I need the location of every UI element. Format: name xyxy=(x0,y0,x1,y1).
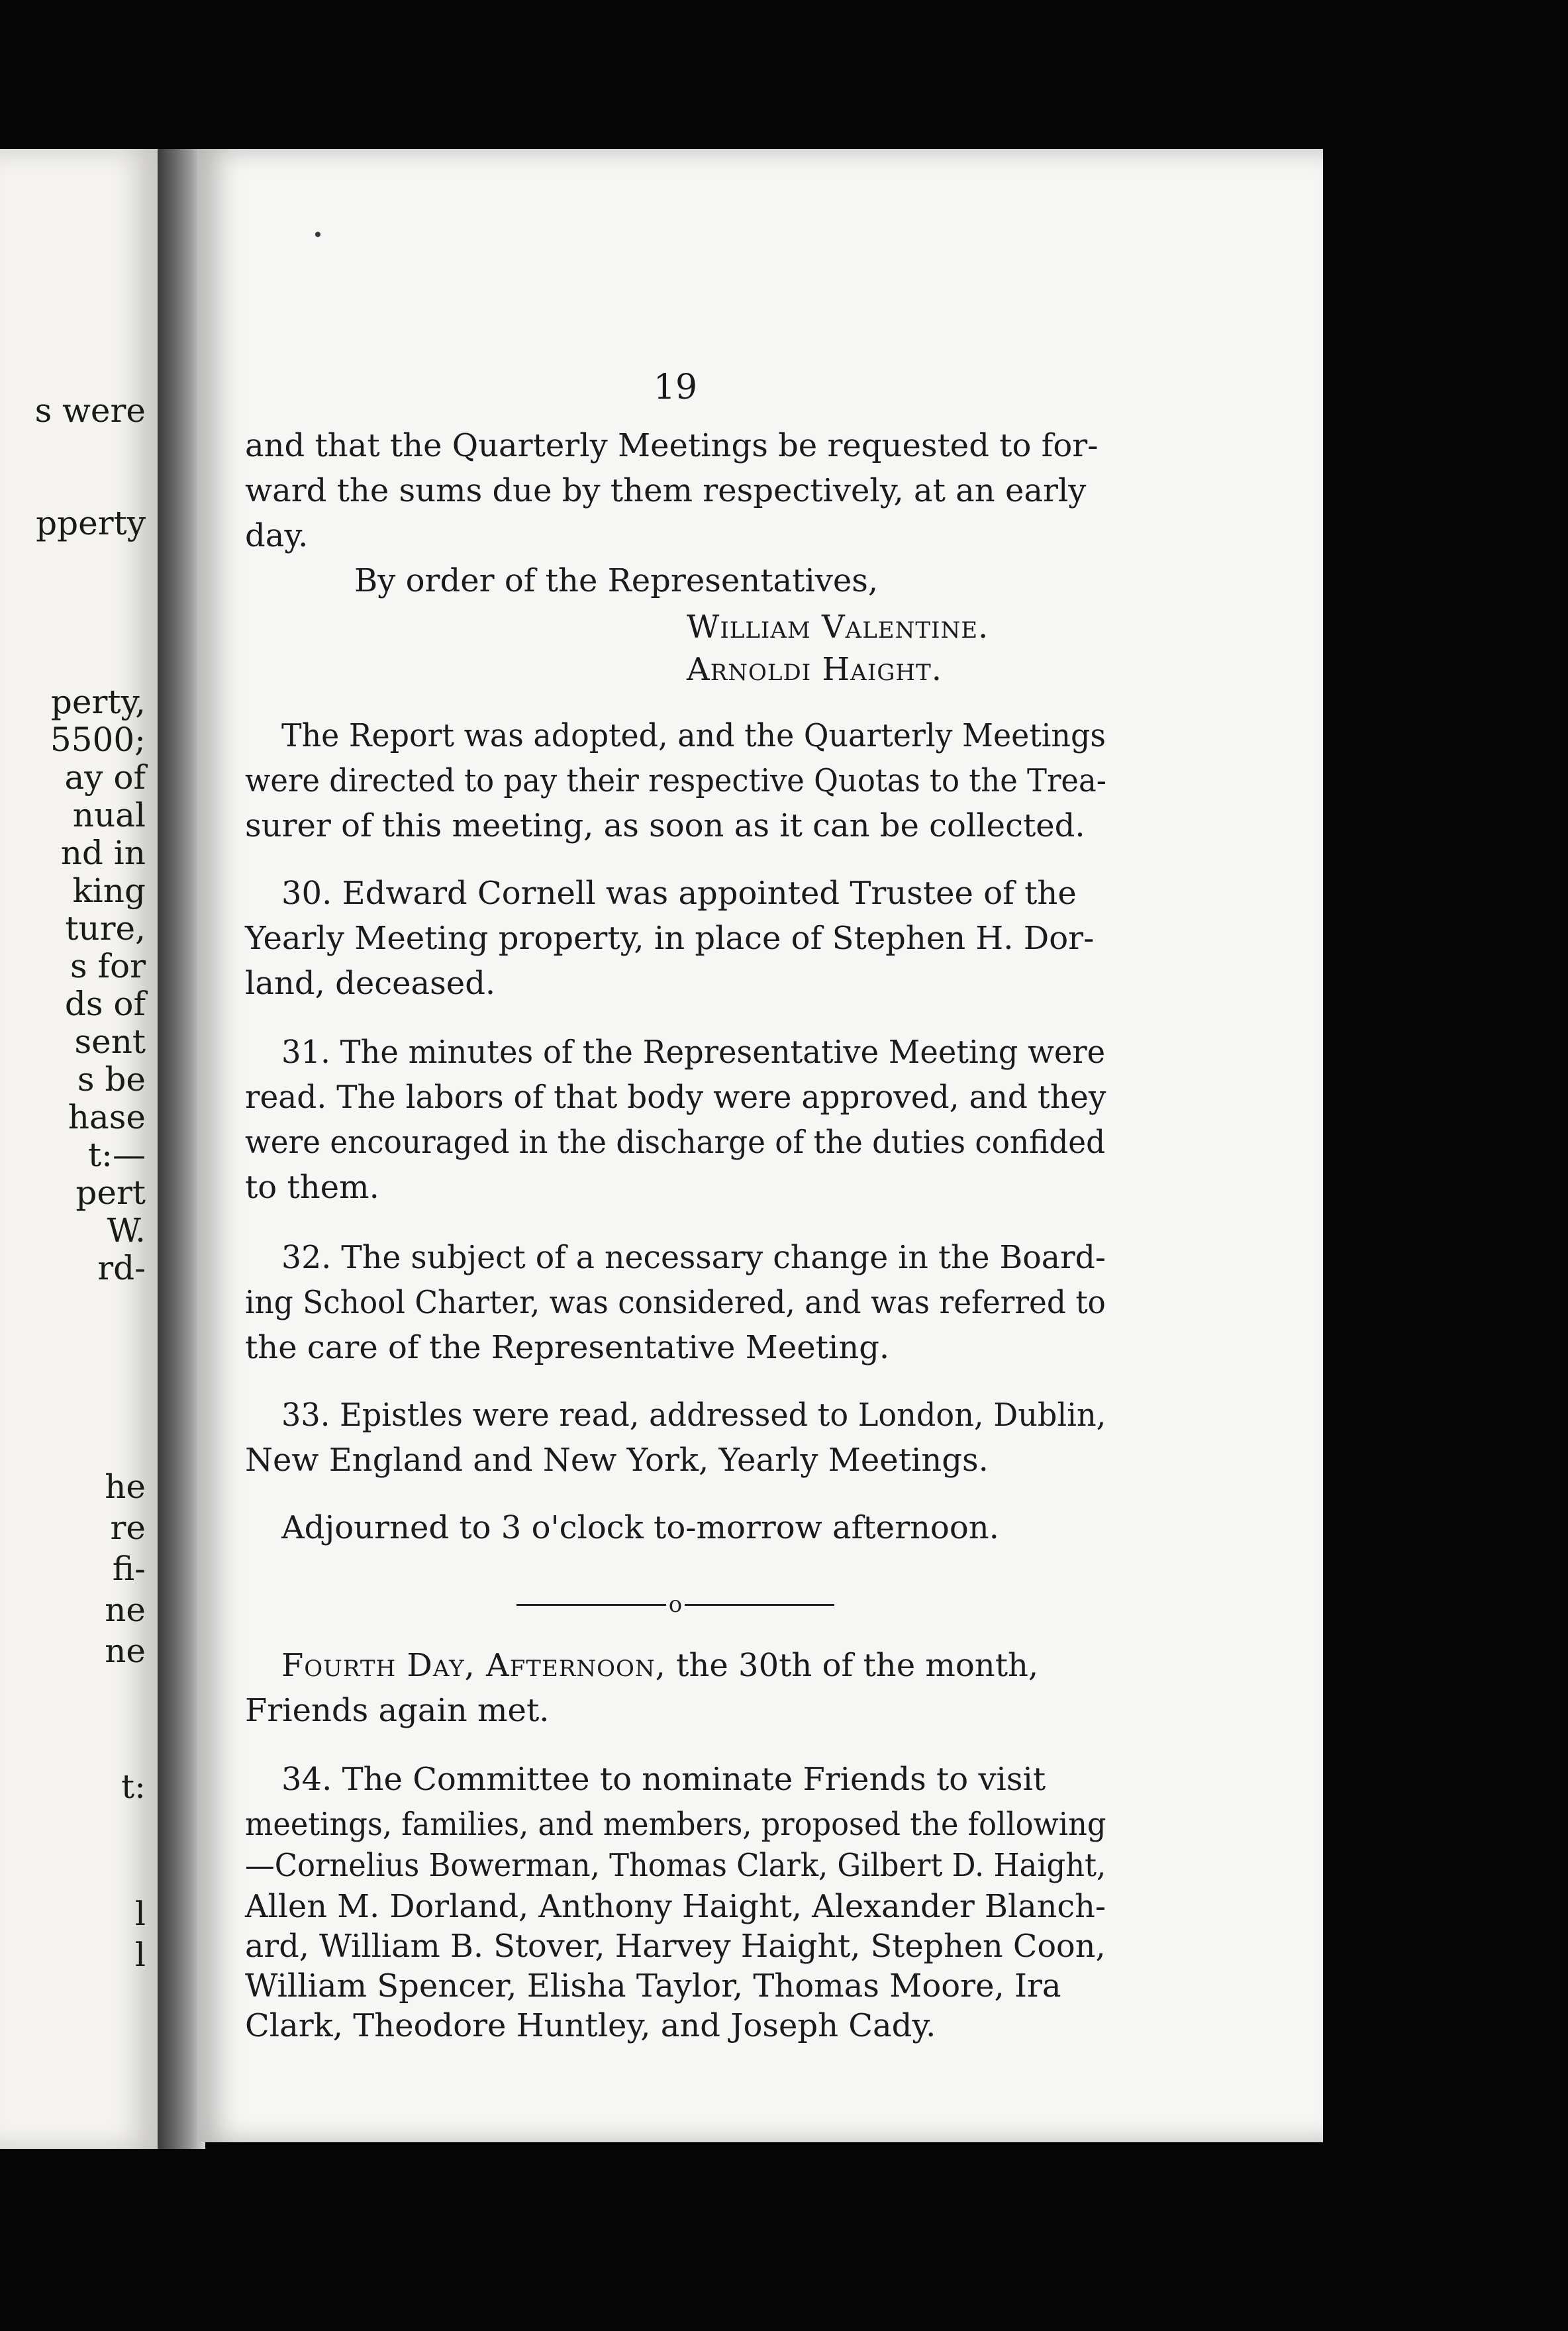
text-line: 32. The subject of a necessary change in the Board- xyxy=(281,1239,1106,1276)
left-page-line: l xyxy=(135,1936,146,1974)
text-line: ward the sums due by them respectively, at an early xyxy=(245,472,1087,509)
text-line: Yearly Meeting property, in place of Stephen H. Dor- xyxy=(245,920,1095,957)
left-page-line: fi- xyxy=(112,1550,146,1588)
text-line: read. The labors of that body were approved, and they xyxy=(245,1079,1106,1116)
text-line: Friends again met. xyxy=(245,1692,550,1729)
divider-rule xyxy=(516,1604,666,1606)
left-page-line: pperty xyxy=(36,504,146,542)
text-line: meetings, families, and members, proposed the following xyxy=(245,1806,1106,1843)
left-page-line: sent xyxy=(74,1022,146,1061)
left-page-line: he xyxy=(105,1467,146,1506)
page-number: 19 xyxy=(653,368,698,407)
text-line: Allen M. Dorland, Anthony Haight, Alexander Blanch- xyxy=(245,1888,1106,1925)
left-page-line: ne xyxy=(105,1632,146,1670)
left-page-line: s were xyxy=(34,391,146,430)
fourth-day-heading xyxy=(281,1647,1039,1684)
left-page-line: king xyxy=(72,871,146,910)
text-line: 34. The Committee to nominate Friends to visit xyxy=(281,1761,1046,1798)
text-line: surer of this meeting, as soon as it can be collected. xyxy=(245,807,1085,844)
book-page xyxy=(197,149,1323,2142)
text-line: ard, William B. Stover, Harvey Haight, Stephen Coon, xyxy=(245,1928,1106,1965)
text-line: —Cornelius Bowerman, Thomas Clark, Gilbert D. Haight, xyxy=(245,1847,1106,1884)
left-page-line: nd in xyxy=(60,834,146,872)
text-line: were directed to pay their respective Quotas to the Trea- xyxy=(245,762,1106,799)
text-line-content: and that the Quarterly Meetings be requested to for- xyxy=(245,427,1099,464)
by-order-line: By order of the Representatives, xyxy=(354,562,879,599)
left-page-line: ture, xyxy=(65,909,146,948)
text-line: 30. Edward Cornell was appointed Trustee of the xyxy=(281,875,1077,912)
text-line xyxy=(245,427,1106,464)
left-page-fragment xyxy=(0,149,158,2149)
left-page-line: 5500; xyxy=(50,720,146,759)
text-line: ing School Charter, was considered, and was referred to xyxy=(245,1284,1106,1321)
left-page-line: s be xyxy=(77,1060,146,1099)
left-page-line: rd- xyxy=(97,1249,146,1287)
left-page-line: pert xyxy=(75,1173,146,1212)
left-page-line: l xyxy=(135,1895,146,1933)
left-page-line: ay of xyxy=(64,758,146,797)
text-line: The Report was adopted, and the Quarterly Meetings xyxy=(281,717,1106,754)
left-page-line: ne xyxy=(105,1591,146,1629)
text-line: Clark, Theodore Huntley, and Joseph Cady. xyxy=(245,2007,936,2044)
fourth-day-date: the 30th of the month, xyxy=(676,1647,1039,1684)
left-page-line: nual xyxy=(72,796,146,834)
left-page-line: t:— xyxy=(88,1136,146,1174)
left-page-line: s for xyxy=(70,947,146,985)
left-page-line: perty, xyxy=(50,683,146,721)
divider-mark: o xyxy=(668,1591,683,1618)
text-line: land, deceased. xyxy=(245,965,496,1002)
left-page-line: hase xyxy=(68,1098,146,1136)
signatory: William Valentine. xyxy=(687,609,989,646)
adjourned-line: Adjourned to 3 o'clock to-morrow afternoon. xyxy=(281,1509,999,1546)
left-page-line: ds of xyxy=(64,985,146,1023)
text-line: were encouraged in the discharge of the duties confided xyxy=(245,1124,1106,1161)
fourth-day-label: Fourth Day, Afternoon, xyxy=(281,1647,666,1684)
left-page-line: t: xyxy=(121,1767,146,1806)
signatory: Arnoldi Haight. xyxy=(687,651,943,688)
text-line: day. xyxy=(245,517,309,554)
section-divider xyxy=(516,1591,834,1618)
speck xyxy=(315,232,320,237)
text-line: William Spencer, Elisha Taylor, Thomas Moore, Ira xyxy=(245,1967,1061,2005)
left-page-line: re xyxy=(110,1509,146,1547)
text-line: 31. The minutes of the Representative Meeting were xyxy=(281,1034,1106,1071)
text-line: 33. Epistles were read, addressed to London, Dublin, xyxy=(281,1397,1106,1434)
divider-rule xyxy=(685,1604,834,1606)
text-line: to them. xyxy=(245,1169,379,1206)
text-line: the care of the Representative Meeting. xyxy=(245,1329,890,1366)
left-page-line: W. xyxy=(107,1211,146,1250)
text-line: New England and New York, Yearly Meetings. xyxy=(245,1442,989,1479)
